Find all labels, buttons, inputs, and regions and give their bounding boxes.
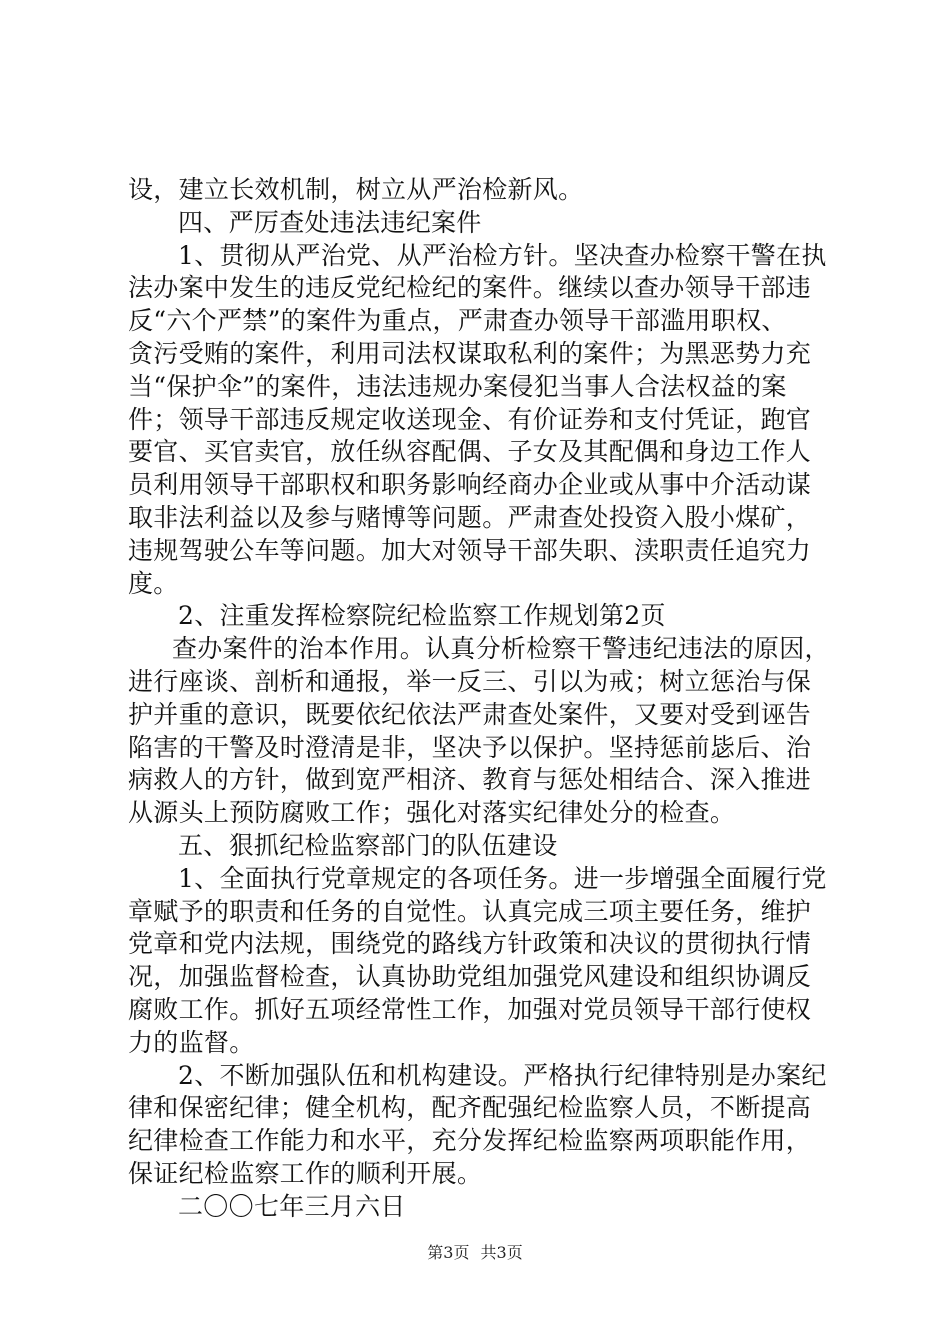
paragraph-line: 病救人的方针，做到宽严相济、教育与惩处相结合、深入推进 xyxy=(128,765,812,795)
section-heading-4: 四、严厉查处违法违纪案件 xyxy=(178,207,482,237)
paragraph-line: 从源头上预防腐败工作；强化对落实纪律处分的检查。 xyxy=(128,798,736,828)
paragraph-line: 陷害的干警及时澄清是非，坚决予以保护。坚持惩前毖后、治 xyxy=(128,732,812,762)
paragraph-line: 2、注重发挥检察院纪检监察工作规划第2页 xyxy=(178,601,666,631)
section-heading-5: 五、狠抓纪检监察部门的队伍建设 xyxy=(178,830,558,860)
paragraph-line: 力的监督。 xyxy=(128,1027,255,1057)
paragraph-line: 法办案中发生的违反党纪检纪的案件。继续以查办领导干部违 xyxy=(128,273,812,303)
paragraph-line: 2、不断加强队伍和机构建设。严格执行纪律特别是办案纪 xyxy=(178,1060,827,1090)
paragraph-line: 保证纪检监察工作的顺利开展。 xyxy=(128,1158,483,1188)
paragraph-line: 查办案件的治本作用。认真分析检察干警违纪违法的原因， xyxy=(172,634,830,664)
paragraph-line: 员利用领导干部职权和职务影响经商办企业或从事中介活动谋 xyxy=(128,470,812,500)
paragraph-line: 况，加强监督检查，认真协助党组加强党风建设和组织协调反 xyxy=(128,962,812,992)
paragraph-line: 度。 xyxy=(128,568,179,598)
paragraph-line: 违规驾驶公车等问题。加大对领导干部失职、渎职责任追究力 xyxy=(128,535,812,565)
paragraph-line: 反“六个严禁”的案件为重点，严肃查办领导干部滥用职权、 xyxy=(128,306,787,336)
paragraph-line: 纪律检查工作能力和水平，充分发挥纪检监察两项职能作用， xyxy=(128,1126,812,1156)
paragraph-line: 当“保护伞”的案件，违法违规办案侵犯当事人合法权益的案 xyxy=(128,371,787,401)
paragraph-line: 取非法利益以及参与赌博等问题。严肃查处投资入股小煤矿， xyxy=(128,502,812,532)
paragraph-line: 护并重的意识，既要依纪依法严肃查处案件，又要对受到诬告 xyxy=(128,699,812,729)
page-total: 共3页 xyxy=(480,1243,523,1262)
paragraph-line: 腐败工作。抓好五项经常性工作，加强对党员领导干部行使权 xyxy=(128,994,812,1024)
paragraph-line: 贪污受贿的案件，利用司法权谋取私利的案件；为黑恶势力充 xyxy=(128,338,812,368)
paragraph-line: 要官、买官卖官，放任纵容配偶、子女及其配偶和身边工作人 xyxy=(128,437,812,467)
paragraph-line: 章赋予的职责和任务的自觉性。认真完成三项主要任务，维护 xyxy=(128,896,812,926)
paragraph-line: 律和保密纪律；健全机构，配齐配强纪检监察人员，不断提高 xyxy=(128,1093,812,1123)
paragraph-line: 1、全面执行党章规定的各项任务。进一步增强全面履行党 xyxy=(178,863,827,893)
paragraph-line: 党章和党内法规，围绕党的路线方针政策和决议的贯彻执行情 xyxy=(128,929,812,959)
document-date: 二〇〇七年三月六日 xyxy=(178,1191,406,1221)
paragraph-line: 1、贯彻从严治党、从严治检方针。坚决查办检察干警在执 xyxy=(178,240,827,270)
paragraph-line: 件；领导干部违反规定收送现金、有价证券和支付凭证，跑官 xyxy=(128,404,812,434)
paragraph-line: 设，建立长效机制，树立从严治检新风。 xyxy=(128,175,584,204)
page-number: 第3页 xyxy=(427,1243,470,1262)
document-body xyxy=(128,174,848,1224)
paragraph-line: 进行座谈、剖析和通报，举一反三、引以为戒；树立惩治与保 xyxy=(128,666,812,696)
page-footer xyxy=(0,1243,950,1263)
